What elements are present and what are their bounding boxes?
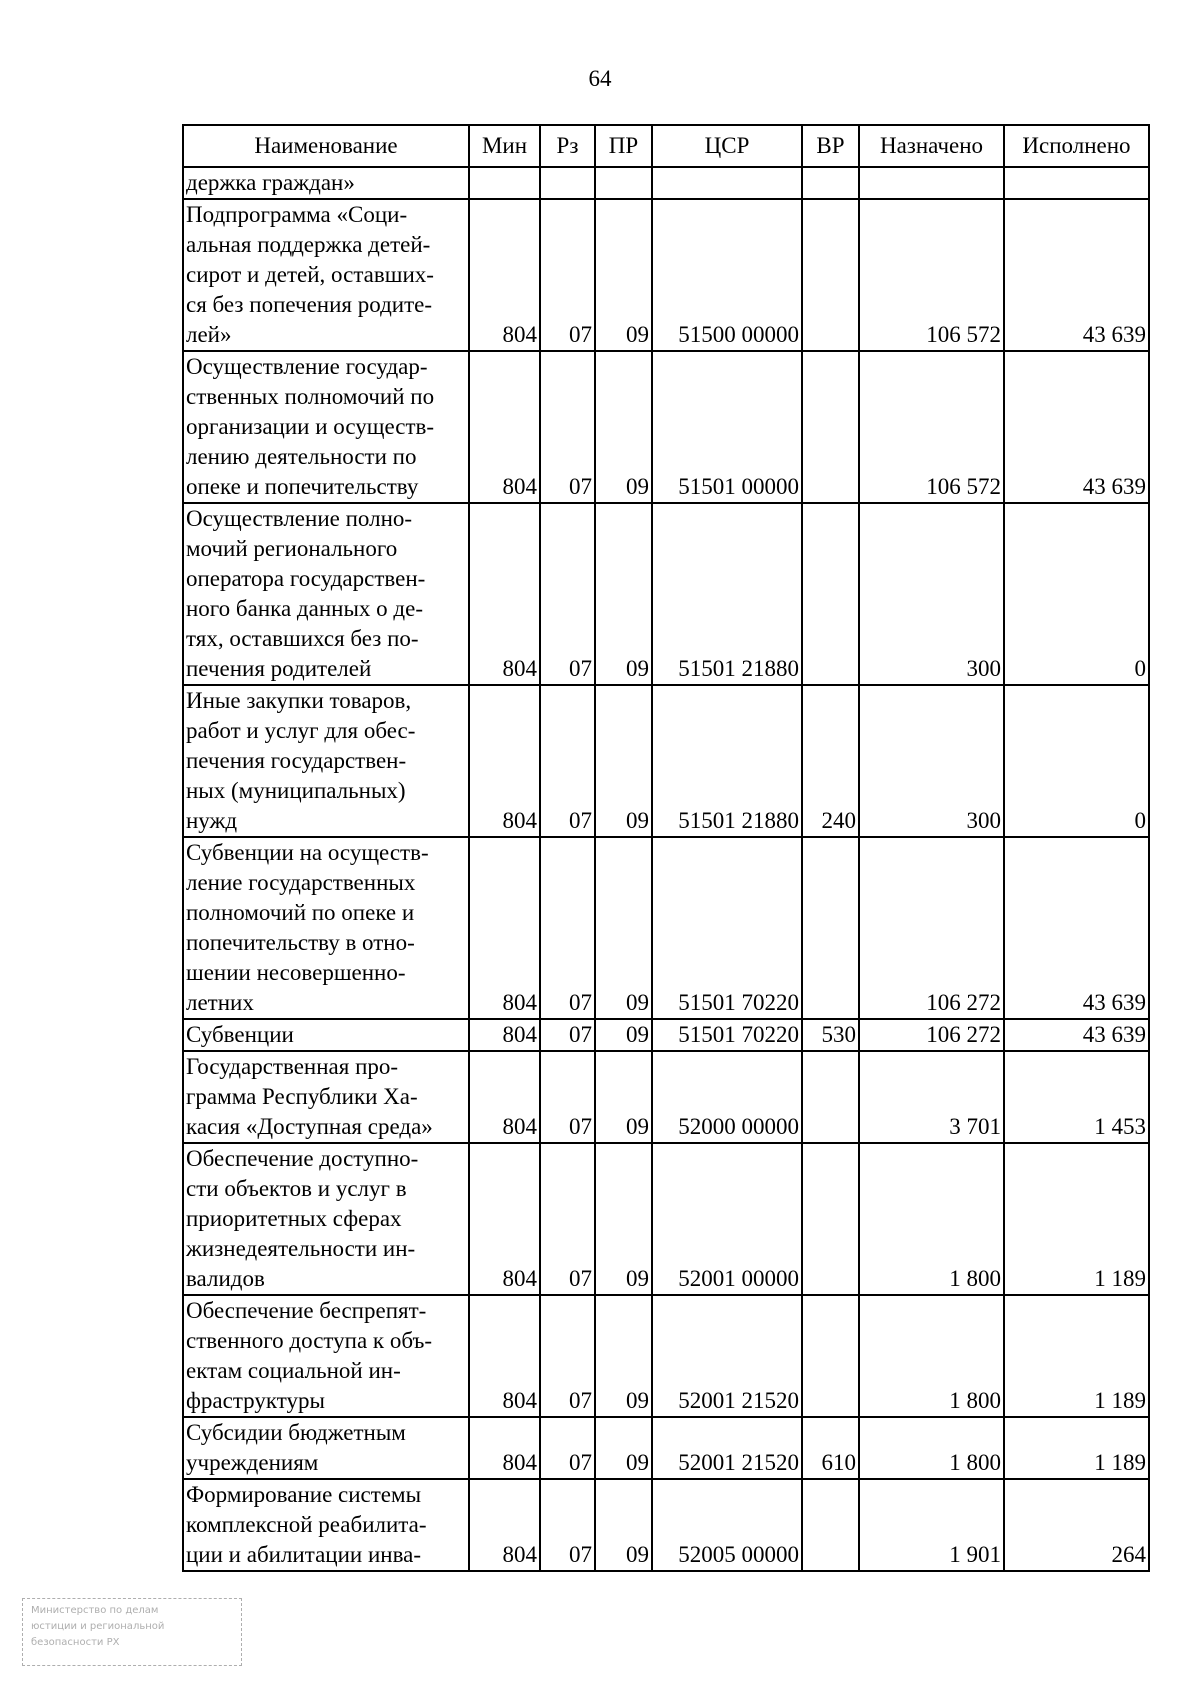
cell-name-line: мочий регионального — [186, 536, 398, 561]
cell-name — [183, 167, 469, 199]
cell-vr — [802, 503, 859, 685]
cell-min: 804 — [469, 1143, 540, 1295]
cell-executed — [1004, 167, 1149, 199]
stamp-line: безопасности РХ — [31, 1637, 120, 1648]
header-rz: Рз — [540, 125, 595, 167]
stamp-line: Министерство по делам — [31, 1605, 159, 1616]
cell-rz: 07 — [540, 685, 595, 837]
cell-name — [183, 199, 469, 351]
cell-name-line: оператора государствен- — [186, 566, 426, 591]
cell-name — [183, 351, 469, 503]
cell-csr: 52001 21520 — [652, 1417, 802, 1479]
cell-min: 804 — [469, 1417, 540, 1479]
cell-csr: 52001 21520 — [652, 1295, 802, 1417]
cell-pr: 09 — [595, 1019, 652, 1051]
cell-name-line: ление государственных — [186, 870, 416, 895]
cell-name — [183, 1019, 469, 1051]
cell-executed: 1 189 — [1004, 1295, 1149, 1417]
cell-rz: 07 — [540, 1479, 595, 1571]
cell-name-line: шении несовершенно- — [186, 960, 406, 985]
cell-rz: 07 — [540, 351, 595, 503]
cell-vr — [802, 837, 859, 1019]
cell-name-line: печения государствен- — [186, 748, 407, 773]
cell-pr: 09 — [595, 503, 652, 685]
cell-executed: 0 — [1004, 685, 1149, 837]
cell-csr: 51501 21880 — [652, 503, 802, 685]
cell-name-line: Государственная про- — [186, 1054, 399, 1079]
cell-assigned: 106 272 — [859, 837, 1004, 1019]
header-min: Мин — [469, 125, 540, 167]
header-csr: ЦСР — [652, 125, 802, 167]
cell-name-line: лению деятельности по — [186, 444, 417, 469]
cell-vr: 530 — [802, 1019, 859, 1051]
cell-assigned: 1 800 — [859, 1295, 1004, 1417]
cell-name-line: Субвенции на осуществ- — [186, 840, 429, 865]
cell-pr: 09 — [595, 685, 652, 837]
header-vr: ВР — [802, 125, 859, 167]
cell-name — [183, 685, 469, 837]
cell-name — [183, 837, 469, 1019]
cell-assigned: 1 800 — [859, 1417, 1004, 1479]
budget-table — [182, 124, 1150, 1572]
cell-name-line: приоритетных сферах — [186, 1206, 402, 1231]
cell-min: 804 — [469, 837, 540, 1019]
cell-rz: 07 — [540, 1051, 595, 1143]
cell-csr: 51501 70220 — [652, 1019, 802, 1051]
cell-csr: 52005 00000 — [652, 1479, 802, 1571]
cell-rz: 07 — [540, 1417, 595, 1479]
cell-assigned: 300 — [859, 685, 1004, 837]
cell-pr: 09 — [595, 1417, 652, 1479]
cell-min: 804 — [469, 1479, 540, 1571]
cell-csr: 51501 70220 — [652, 837, 802, 1019]
cell-min: 804 — [469, 685, 540, 837]
cell-vr — [802, 167, 859, 199]
cell-name-line: полномочий по опеке и — [186, 900, 415, 925]
cell-csr — [652, 167, 802, 199]
cell-assigned: 106 572 — [859, 351, 1004, 503]
table-row — [183, 1417, 1149, 1479]
cell-vr — [802, 351, 859, 503]
cell-name-line: печения родителей — [186, 656, 372, 681]
cell-min: 804 — [469, 503, 540, 685]
header-pr: ПР — [595, 125, 652, 167]
cell-rz: 07 — [540, 837, 595, 1019]
cell-pr: 09 — [595, 1143, 652, 1295]
cell-name-line: Формирование системы — [186, 1482, 422, 1507]
cell-rz: 07 — [540, 1143, 595, 1295]
cell-executed: 0 — [1004, 503, 1149, 685]
cell-assigned: 106 572 — [859, 199, 1004, 351]
cell-vr — [802, 199, 859, 351]
cell-assigned: 3 701 — [859, 1051, 1004, 1143]
cell-vr — [802, 1295, 859, 1417]
cell-name — [183, 503, 469, 685]
cell-csr: 51501 00000 — [652, 351, 802, 503]
table-row — [183, 685, 1149, 837]
cell-pr: 09 — [595, 1295, 652, 1417]
cell-name-line: жизнедеятельности ин- — [186, 1236, 416, 1261]
cell-vr: 610 — [802, 1417, 859, 1479]
cell-name-line: ся без попечения родите- — [186, 292, 433, 317]
cell-name-line: комплексной реабилита- — [186, 1512, 427, 1537]
cell-name-line: сирот и детей, оставших- — [186, 262, 434, 287]
cell-name-line: фраструктуры — [186, 1388, 325, 1413]
cell-name — [183, 1479, 469, 1571]
cell-name-line: ции и абилитации инва- — [186, 1542, 421, 1567]
cell-name-line: ных (муниципальных) — [186, 778, 406, 803]
cell-name-line: Субвенции — [186, 1022, 294, 1047]
cell-vr: 240 — [802, 685, 859, 837]
cell-name-line: работ и услуг для обес- — [186, 718, 416, 743]
cell-pr — [595, 167, 652, 199]
cell-assigned: 1 901 — [859, 1479, 1004, 1571]
cell-min: 804 — [469, 1019, 540, 1051]
table-row — [183, 1143, 1149, 1295]
cell-name-line: держка граждан» — [186, 170, 355, 195]
cell-min: 804 — [469, 199, 540, 351]
table-row — [183, 503, 1149, 685]
cell-min: 804 — [469, 1051, 540, 1143]
cell-csr: 52001 00000 — [652, 1143, 802, 1295]
cell-name-line: альная поддержка детей- — [186, 232, 431, 257]
cell-name — [183, 1417, 469, 1479]
cell-name-line: опеке и попечительству — [186, 474, 419, 499]
cell-vr — [802, 1479, 859, 1571]
cell-executed: 1 453 — [1004, 1051, 1149, 1143]
cell-name-line: Осуществление полно- — [186, 506, 413, 531]
cell-min: 804 — [469, 1295, 540, 1417]
cell-rz: 07 — [540, 199, 595, 351]
table-row — [183, 1479, 1149, 1571]
cell-min: 804 — [469, 351, 540, 503]
cell-executed: 43 639 — [1004, 1019, 1149, 1051]
cell-rz: 07 — [540, 1295, 595, 1417]
cell-name-line: Иные закупки товаров, — [186, 688, 412, 713]
cell-executed: 264 — [1004, 1479, 1149, 1571]
cell-assigned: 300 — [859, 503, 1004, 685]
cell-name-line: нужд — [186, 808, 238, 833]
cell-name-line: ектам социальной ин- — [186, 1358, 401, 1383]
stamp-line: юстиции и региональной — [31, 1621, 165, 1632]
cell-pr: 09 — [595, 837, 652, 1019]
table-header-row — [183, 125, 1149, 167]
cell-executed: 1 189 — [1004, 1143, 1149, 1295]
cell-pr: 09 — [595, 199, 652, 351]
cell-name-line: Подпрограмма «Соци- — [186, 202, 408, 227]
cell-csr: 51501 21880 — [652, 685, 802, 837]
stamp — [22, 1598, 242, 1666]
table-row — [183, 1295, 1149, 1417]
cell-name-line: учреждениям — [186, 1450, 319, 1475]
cell-executed: 43 639 — [1004, 837, 1149, 1019]
cell-name-line: Субсидии бюджетным — [186, 1420, 406, 1445]
cell-pr: 09 — [595, 1479, 652, 1571]
page-number: 64 — [588, 66, 612, 91]
cell-name-line: Обеспечение беспрепят- — [186, 1298, 427, 1323]
cell-assigned: 106 272 — [859, 1019, 1004, 1051]
cell-name-line: летних — [186, 990, 254, 1015]
cell-name — [183, 1295, 469, 1417]
header-executed: Исполнено — [1004, 125, 1149, 167]
table-row — [183, 351, 1149, 503]
cell-csr: 52000 00000 — [652, 1051, 802, 1143]
cell-executed: 43 639 — [1004, 351, 1149, 503]
cell-min — [469, 167, 540, 199]
cell-name-line: ственных полномочий по — [186, 384, 435, 409]
cell-rz: 07 — [540, 1019, 595, 1051]
cell-vr — [802, 1051, 859, 1143]
table-row — [183, 1019, 1149, 1051]
table-body — [183, 167, 1149, 1571]
cell-name-line: попечительству в отно- — [186, 930, 415, 955]
table-row — [183, 837, 1149, 1019]
cell-vr — [802, 1143, 859, 1295]
cell-pr: 09 — [595, 1051, 652, 1143]
cell-csr: 51500 00000 — [652, 199, 802, 351]
cell-name-line: ственного доступа к объ- — [186, 1328, 433, 1353]
cell-pr: 09 — [595, 351, 652, 503]
table-row — [183, 167, 1149, 199]
cell-name — [183, 1051, 469, 1143]
cell-name-line: лей» — [186, 322, 232, 347]
cell-executed: 1 189 — [1004, 1417, 1149, 1479]
cell-name-line: Осуществление государ- — [186, 354, 428, 379]
cell-name-line: грамма Республики Ха- — [186, 1084, 418, 1109]
cell-name-line: касия «Доступная среда» — [186, 1114, 433, 1139]
cell-rz: 07 — [540, 503, 595, 685]
cell-assigned: 1 800 — [859, 1143, 1004, 1295]
cell-name-line: валидов — [186, 1266, 265, 1291]
cell-name-line: ного банка данных о де- — [186, 596, 423, 621]
header-name: Наименование — [183, 125, 469, 167]
cell-name-line: тях, оставшихся без по- — [186, 626, 419, 651]
header-assigned: Назначено — [859, 125, 1004, 167]
cell-name-line: организации и осуществ- — [186, 414, 435, 439]
cell-rz — [540, 167, 595, 199]
table-row — [183, 1051, 1149, 1143]
table-row — [183, 199, 1149, 351]
cell-assigned — [859, 167, 1004, 199]
cell-name-line: Обеспечение доступно- — [186, 1146, 419, 1171]
cell-executed: 43 639 — [1004, 199, 1149, 351]
cell-name — [183, 1143, 469, 1295]
cell-name-line: сти объектов и услуг в — [186, 1176, 407, 1201]
